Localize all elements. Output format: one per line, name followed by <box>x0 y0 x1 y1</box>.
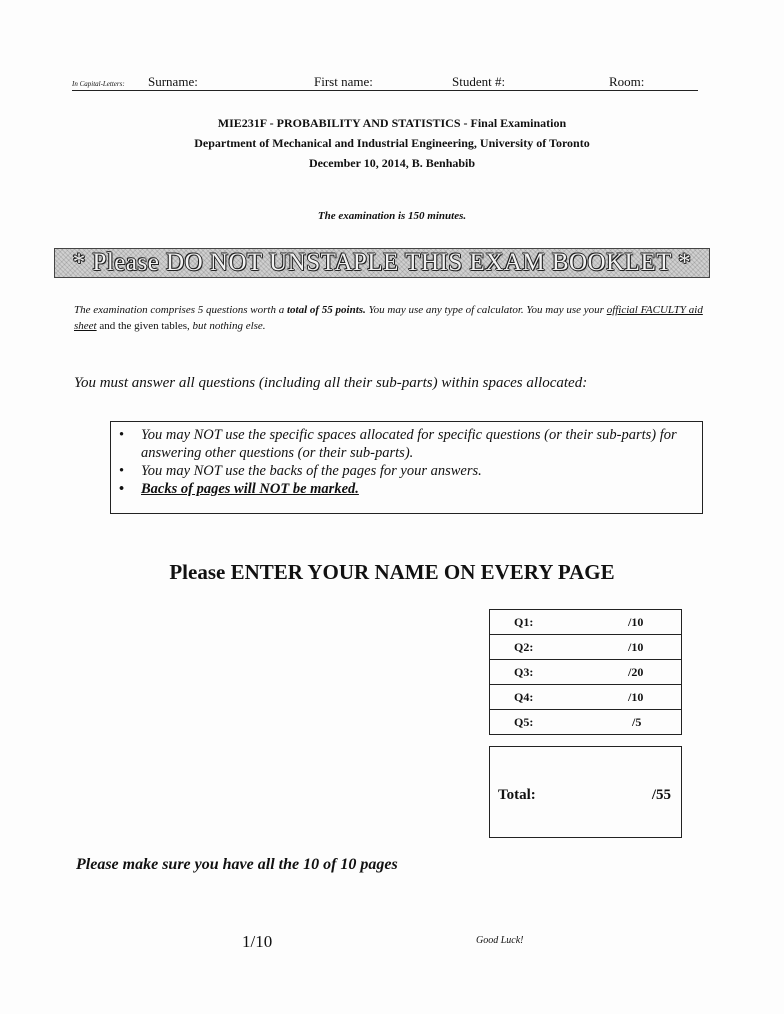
surname-field[interactable]: Surname: <box>148 74 198 89</box>
enter-name-heading: Please ENTER YOUR NAME ON EVERY PAGE <box>169 560 615 584</box>
student-info-line <box>72 76 698 91</box>
score-row <box>490 660 682 685</box>
question-max: /10 <box>628 614 644 629</box>
question-max: /20 <box>628 664 644 679</box>
rule-item: • Backs of pages will NOT be marked. <box>141 480 694 498</box>
total-max: /55 <box>651 787 671 803</box>
exam-duration: The examination is 150 minutes. <box>317 210 467 222</box>
score-table <box>489 609 682 735</box>
total-label: Total: <box>498 787 536 803</box>
question-label: Q1: <box>514 614 534 629</box>
good-luck-note: Good Luck! <box>476 935 524 946</box>
first-name-field[interactable]: First name: <box>314 74 373 89</box>
date-line: December 10, 2014, B. Benhabib <box>308 156 476 170</box>
score-row <box>490 710 682 735</box>
rules-box <box>110 421 703 514</box>
page-count-reminder: Please make sure you have all the 10 of 10 pages <box>76 856 398 873</box>
rule-item: • You may NOT use the backs of the pages for your answers. <box>141 462 694 480</box>
question-label: Q5: <box>514 714 534 729</box>
question-max: /10 <box>628 639 644 654</box>
score-row <box>490 685 682 710</box>
capital-letters-note: In Capital-Letters: <box>72 80 125 88</box>
do-not-unstaple-banner: * Please DO NOT UNSTAPLE THIS EXAM BOOKLET * <box>54 248 710 278</box>
question-max: /5 <box>632 714 642 729</box>
rule-item: • You may NOT use the specific spaces allocated for specific questions (or their sub-parts) for answering other questions (or their sub-parts). <box>141 426 694 462</box>
intro-part5: and the given tables, <box>96 320 193 332</box>
total-points-note: total of 55 points. <box>286 304 366 316</box>
question-label: Q2: <box>514 639 534 654</box>
department-line: Department of Mechanical and Industrial Engineering, University of Toronto <box>194 136 590 150</box>
question-label: Q3: <box>514 664 534 679</box>
exam-instructions <box>74 302 714 334</box>
answer-requirement: You must answer all questions (including all their sub-parts) within spaces allocated: <box>74 375 588 391</box>
exam-title: MIE231F - PROBABILITY AND STATISTICS - Final Examination <box>217 116 567 130</box>
question-max: /10 <box>628 689 644 704</box>
question-label: Q4: <box>514 689 534 704</box>
aid-sheet-note: official FACULTY aid sheet <box>74 304 703 332</box>
intro-part3: You may use any type of calculator. You may use your <box>365 304 607 316</box>
total-score-box <box>489 746 682 838</box>
room-field[interactable]: Room: <box>609 74 645 89</box>
score-row <box>490 610 682 635</box>
student-number-field[interactable]: Student #: <box>452 74 506 89</box>
nothing-else-note: but nothing else. <box>192 320 266 332</box>
score-row <box>490 635 682 660</box>
intro-part1: The examination comprises 5 questions worth a <box>74 304 287 316</box>
page-number: 1/10 <box>242 932 273 951</box>
